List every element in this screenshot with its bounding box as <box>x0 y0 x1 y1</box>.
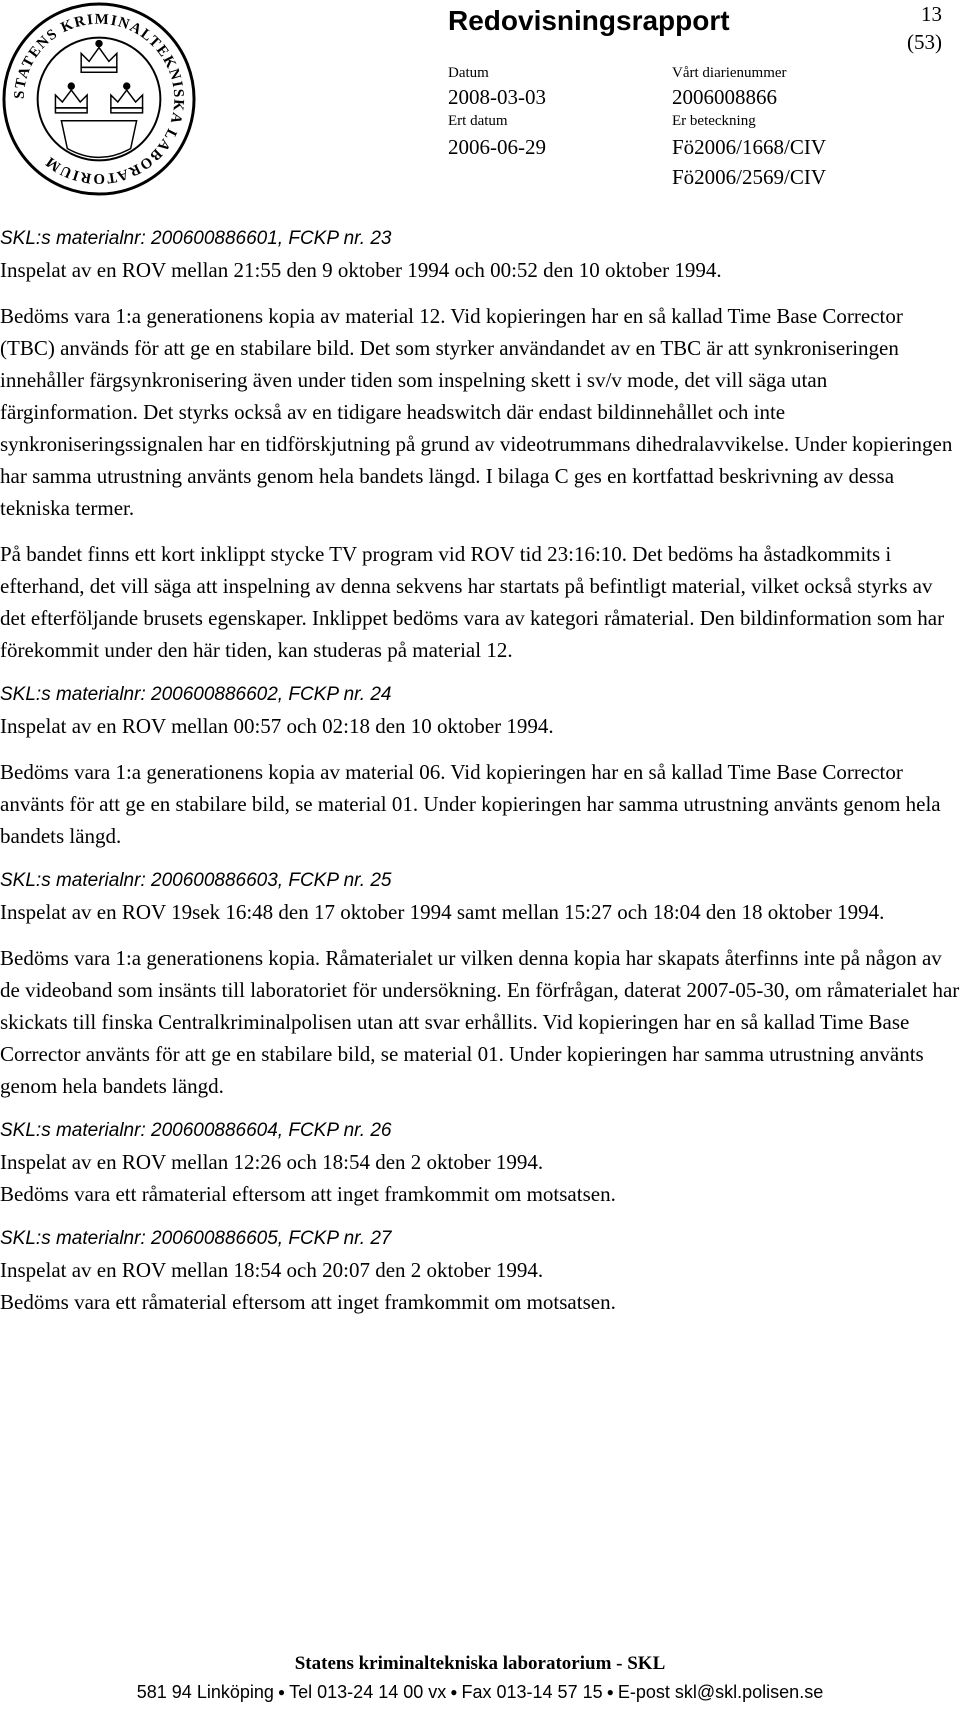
bullet-icon: ● <box>606 1685 614 1699</box>
report-body <box>0 224 960 1318</box>
footer-org: Statens kriminaltekniska laboratorium - SKL <box>294 1653 666 1674</box>
section-paragraph: Bedöms vara 1:a generationens kopia av material 06. Vid kopieringen har en så kallad Time Base Corrector använts för att ge en stabilare bild, se material 01. Under kopieringen har samma utrustning använts genom hela bandets längd. <box>0 760 941 848</box>
logo-ring-text: STATENS KRIMINALTEKNISKA LABORATORIUM <box>11 11 187 187</box>
diarienummer-value: 2006008866 <box>672 85 777 109</box>
page-current: 13 <box>921 2 942 26</box>
ert-datum-value: 2006-06-29 <box>448 135 546 159</box>
section-paragraph: Bedöms vara 1:a generationens kopia av material 12. Vid kopieringen har en så kallad Time Base Corrector (TBC) används för att ge en stabilare bild. Det som styrker användandet av en TBC är att synkroniseringen innehåller färgsynkronisering även under tiden som inspelning skett i sv/v mode, det vill säga utan färginformation. Det styrks också av en tidigare headswitch där endast bildinnehållet och inte synkroniseringssignalen har en tidförskjutning på grund av videotrummans dihedralavvikelse. Under kopieringen har samma utrustning använts genom hela bandets längd. I bilaga C ges en kortfattad beskrivning av dessa tekniska termer. <box>0 304 953 520</box>
section-line: Inspelat av en ROV mellan 12:26 och 18:54 den 2 oktober 1994. <box>0 1150 544 1174</box>
footer-address: 581 94 Linköping <box>136 1682 274 1702</box>
section-heading: SKL:s materialnr: 200600886602, FCKP nr. 24 <box>0 684 392 705</box>
section-heading: SKL:s materialnr: 200600886601, FCKP nr. 23 <box>0 228 392 249</box>
section-line: Bedöms vara ett råmaterial eftersom att inget framkommit om motsatsen. <box>0 1290 616 1314</box>
footer-fax: Fax 013-14 57 15 <box>461 1682 603 1702</box>
report-title: Redovisningsrapport <box>448 5 730 36</box>
bullet-icon: ● <box>450 1685 458 1699</box>
ert-datum-label: Ert datum <box>448 113 508 129</box>
section-paragraph: Bedöms vara 1:a generationens kopia. Råmaterialet ur vilken denna kopia har skapats återfinns inte på någon av de videoband som insänts till laboratoriet för undersökning. En förfrågan, daterat 2007-05-30, om råmaterialet har skickats till finska Centralkriminalpolisen utan att svar erhållits. Vid kopieringen har en så kallad Time Base Corrector använts för att ge en stabilare bild, se material 01. Under kopieringen har samma utrustning använts genom hela bandets längd. <box>0 946 960 1098</box>
section-heading: SKL:s materialnr: 200600886603, FCKP nr. 25 <box>0 870 392 891</box>
skl-seal-logo <box>0 0 198 198</box>
section-line: Inspelat av en ROV 19sek 16:48 den 17 oktober 1994 samt mellan 15:27 och 18:04 den 18 oktober 1994. <box>0 900 885 924</box>
datum-value: 2008-03-03 <box>448 85 546 109</box>
page-total: (53) <box>907 30 942 54</box>
page-number <box>907 0 942 56</box>
bullet-icon: ● <box>277 1685 286 1699</box>
footer-email: E-post skl@skl.polisen.se <box>617 1682 824 1702</box>
section-heading: SKL:s materialnr: 200600886605, FCKP nr. 27 <box>0 1228 392 1249</box>
section-line: Inspelat av en ROV mellan 00:57 och 02:18 den 10 oktober 1994. <box>0 714 554 738</box>
section-paragraph: På bandet finns ett kort inklippt stycke TV program vid ROV tid 23:16:10. Det bedöms ha åstadkommits i efterhand, det vill säga att inspelning av denna sekvens har startats på befintligt material, vilket också styrks av det efterföljande brusets egenskaper. Inklippet bedöms vara av kategori råmaterial. Den bildinformation som har förekommit under den här tiden, kan studeras på material 12. <box>0 542 945 662</box>
footer-phone: Tel 013-24 14 00 vx <box>289 1682 447 1702</box>
diarienummer-label: Vårt diarienummer <box>672 65 787 81</box>
section-line: Bedöms vara ett råmaterial eftersom att inget framkommit om motsatsen. <box>0 1182 616 1206</box>
section-line: Inspelat av en ROV mellan 21:55 den 9 oktober 1994 och 00:52 den 10 oktober 1994. <box>0 258 722 282</box>
footer-contact <box>0 1680 960 1704</box>
beteckning-value-1: Fö2006/1668/CIV <box>672 135 827 159</box>
beteckning-label: Er beteckning <box>672 113 756 129</box>
datum-label: Datum <box>448 65 489 81</box>
section-line: Inspelat av en ROV mellan 18:54 och 20:07 den 2 oktober 1994. <box>0 1258 544 1282</box>
section-heading: SKL:s materialnr: 200600886604, FCKP nr. 26 <box>0 1120 392 1141</box>
beteckning-value-2: Fö2006/2569/CIV <box>672 165 827 189</box>
